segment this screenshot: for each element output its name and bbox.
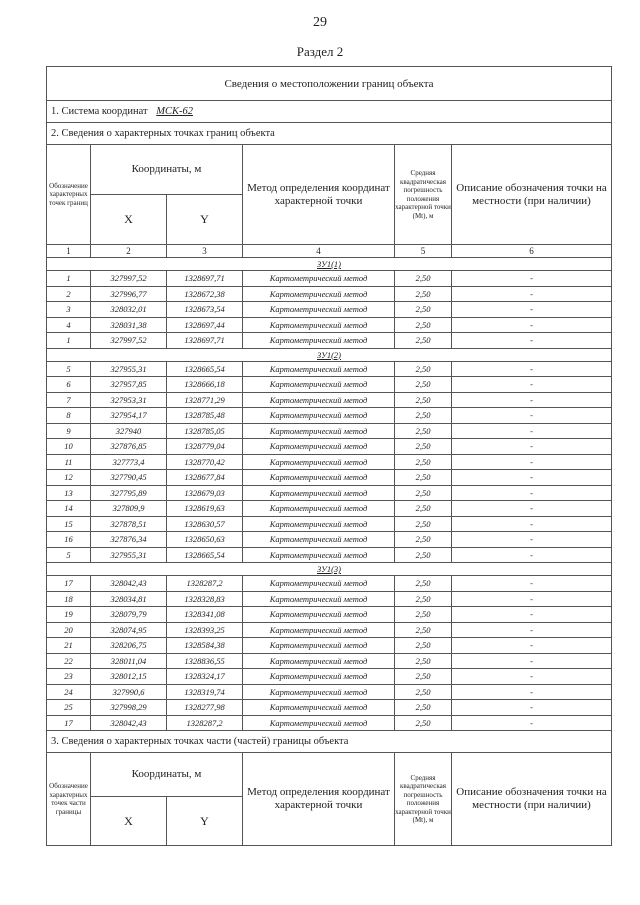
coord-y: 1328672,38 bbox=[167, 286, 243, 302]
coord-system-row bbox=[47, 101, 612, 123]
coord-y: 1328697,71 bbox=[167, 271, 243, 287]
table-row bbox=[47, 684, 612, 700]
accuracy-cell: 2,50 bbox=[395, 485, 452, 501]
group-row bbox=[47, 258, 612, 271]
coord-y: 1328785,05 bbox=[167, 423, 243, 439]
accuracy-cell: 2,50 bbox=[395, 653, 452, 669]
description-cell: - bbox=[452, 700, 612, 716]
accuracy-cell: 2,50 bbox=[395, 392, 452, 408]
table-row bbox=[47, 532, 612, 548]
coord-x: 327953,31 bbox=[91, 392, 167, 408]
coord-y: 1328673,54 bbox=[167, 302, 243, 318]
section2-title: 2. Сведения о характерных точках границ объекта bbox=[47, 123, 612, 145]
table-row bbox=[47, 576, 612, 592]
table-row bbox=[47, 653, 612, 669]
method-cell: Картометрический метод bbox=[243, 361, 395, 377]
table-row bbox=[47, 501, 612, 517]
description-cell: - bbox=[452, 669, 612, 685]
point-number: 20 bbox=[47, 622, 91, 638]
coord-x: 328042,43 bbox=[91, 715, 167, 731]
accuracy-cell: 2,50 bbox=[395, 439, 452, 455]
accuracy-cell: 2,50 bbox=[395, 454, 452, 470]
column-number: 5 bbox=[395, 245, 452, 258]
point-number: 11 bbox=[47, 454, 91, 470]
method-cell: Картометрический метод bbox=[243, 547, 395, 563]
coord-system-value: МСК-62 bbox=[156, 106, 193, 117]
method-cell: Картометрический метод bbox=[243, 669, 395, 685]
description-cell: - bbox=[452, 408, 612, 424]
accuracy-cell: 2,50 bbox=[395, 286, 452, 302]
header-method: Метод определения координат характерной точки bbox=[243, 145, 395, 245]
table-row bbox=[47, 439, 612, 455]
method-cell: Картометрический метод bbox=[243, 271, 395, 287]
accuracy-cell: 2,50 bbox=[395, 423, 452, 439]
method-cell: Картометрический метод bbox=[243, 408, 395, 424]
table-caption: Сведения о местоположении границ объекта bbox=[47, 67, 612, 101]
accuracy-cell: 2,50 bbox=[395, 547, 452, 563]
coord-y: 1328630,57 bbox=[167, 516, 243, 532]
description-cell: - bbox=[452, 423, 612, 439]
description-cell: - bbox=[452, 715, 612, 731]
coord-x: 328206,75 bbox=[91, 638, 167, 654]
table-row bbox=[47, 715, 612, 731]
description-cell: - bbox=[452, 607, 612, 623]
header-method-part: Метод определения координат характерной точки bbox=[243, 753, 395, 846]
coord-y: 1328785,48 bbox=[167, 408, 243, 424]
point-number: 14 bbox=[47, 501, 91, 517]
table-row bbox=[47, 361, 612, 377]
accuracy-cell: 2,50 bbox=[395, 576, 452, 592]
point-number: 17 bbox=[47, 715, 91, 731]
table-row bbox=[47, 470, 612, 486]
description-cell: - bbox=[452, 638, 612, 654]
point-number: 4 bbox=[47, 317, 91, 333]
header-y-part: Y bbox=[167, 797, 243, 846]
coord-y: 1328665,54 bbox=[167, 547, 243, 563]
group-row bbox=[47, 348, 612, 361]
header-x: X bbox=[91, 195, 167, 245]
coord-y: 1328697,44 bbox=[167, 317, 243, 333]
group-label: ЗУ1(1) bbox=[47, 258, 612, 271]
point-number: 1 bbox=[47, 333, 91, 349]
table-row bbox=[47, 317, 612, 333]
section3-title: 3. Сведения о характерных точках части (частей) границы объекта bbox=[47, 731, 612, 753]
header-x-part: X bbox=[91, 797, 167, 846]
coord-y: 1328770,42 bbox=[167, 454, 243, 470]
table-row bbox=[47, 333, 612, 349]
accuracy-cell: 2,50 bbox=[395, 333, 452, 349]
point-number: 8 bbox=[47, 408, 91, 424]
description-cell: - bbox=[452, 286, 612, 302]
boundary-table bbox=[46, 66, 612, 846]
column-number: 2 bbox=[91, 245, 167, 258]
coord-y: 1328619,63 bbox=[167, 501, 243, 517]
coord-x: 327876,85 bbox=[91, 439, 167, 455]
accuracy-cell: 2,50 bbox=[395, 669, 452, 685]
accuracy-cell: 2,50 bbox=[395, 470, 452, 486]
coord-x: 327876,34 bbox=[91, 532, 167, 548]
coord-x: 328032,01 bbox=[91, 302, 167, 318]
method-cell: Картометрический метод bbox=[243, 532, 395, 548]
point-number: 25 bbox=[47, 700, 91, 716]
header-description-part: Описание обозначения точки на местности (при наличии) bbox=[452, 753, 612, 846]
header-y: Y bbox=[167, 195, 243, 245]
description-cell: - bbox=[452, 377, 612, 393]
group-row bbox=[47, 563, 612, 576]
coord-x: 328012,15 bbox=[91, 669, 167, 685]
page-number: 29 bbox=[313, 15, 327, 30]
method-cell: Картометрический метод bbox=[243, 333, 395, 349]
point-number: 5 bbox=[47, 361, 91, 377]
point-number: 2 bbox=[47, 286, 91, 302]
coord-x: 327997,52 bbox=[91, 271, 167, 287]
description-cell: - bbox=[452, 591, 612, 607]
table-row bbox=[47, 423, 612, 439]
coord-x: 327790,45 bbox=[91, 470, 167, 486]
method-cell: Картометрический метод bbox=[243, 591, 395, 607]
coord-x: 327957,85 bbox=[91, 377, 167, 393]
method-cell: Картометрический метод bbox=[243, 715, 395, 731]
table-row bbox=[47, 271, 612, 287]
coord-y: 1328324,17 bbox=[167, 669, 243, 685]
coord-x: 327996,77 bbox=[91, 286, 167, 302]
coord-y: 1328319,74 bbox=[167, 684, 243, 700]
coord-y: 1328287,2 bbox=[167, 576, 243, 592]
header-coordinates: Координаты, м bbox=[91, 145, 243, 195]
accuracy-cell: 2,50 bbox=[395, 271, 452, 287]
point-number: 18 bbox=[47, 591, 91, 607]
table-row bbox=[47, 516, 612, 532]
coord-x: 328011,04 bbox=[91, 653, 167, 669]
description-cell: - bbox=[452, 532, 612, 548]
coord-x: 328034,81 bbox=[91, 591, 167, 607]
coord-y: 1328836,55 bbox=[167, 653, 243, 669]
table-row bbox=[47, 607, 612, 623]
header-coordinates-part: Координаты, м bbox=[91, 753, 243, 797]
table-row bbox=[47, 638, 612, 654]
method-cell: Картометрический метод bbox=[243, 286, 395, 302]
point-number: 19 bbox=[47, 607, 91, 623]
point-number: 21 bbox=[47, 638, 91, 654]
point-number: 5 bbox=[47, 547, 91, 563]
description-cell: - bbox=[452, 516, 612, 532]
table-row bbox=[47, 377, 612, 393]
coord-x: 328042,43 bbox=[91, 576, 167, 592]
coord-x: 328079,79 bbox=[91, 607, 167, 623]
method-cell: Картометрический метод bbox=[243, 392, 395, 408]
coord-x: 327878,51 bbox=[91, 516, 167, 532]
header-accuracy: Средняя квадратическая погрешность положения характерной точки (Mt), м bbox=[395, 145, 452, 245]
point-number: 10 bbox=[47, 439, 91, 455]
table-row bbox=[47, 392, 612, 408]
coord-x: 327990,6 bbox=[91, 684, 167, 700]
description-cell: - bbox=[452, 576, 612, 592]
coord-y: 1328771,29 bbox=[167, 392, 243, 408]
accuracy-cell: 2,50 bbox=[395, 607, 452, 623]
header-point-designation-part: Обозначение характерных точек части границы bbox=[47, 753, 91, 846]
description-cell: - bbox=[452, 361, 612, 377]
method-cell: Картометрический метод bbox=[243, 638, 395, 654]
accuracy-cell: 2,50 bbox=[395, 715, 452, 731]
header-accuracy-part: Средняя квадратическая погрешность положения характерной точки (Mt), м bbox=[395, 753, 452, 846]
coord-y: 1328679,03 bbox=[167, 485, 243, 501]
accuracy-cell: 2,50 bbox=[395, 532, 452, 548]
column-number: 3 bbox=[167, 245, 243, 258]
description-cell: - bbox=[452, 501, 612, 517]
accuracy-cell: 2,50 bbox=[395, 317, 452, 333]
table-row bbox=[47, 622, 612, 638]
column-number: 6 bbox=[452, 245, 612, 258]
description-cell: - bbox=[452, 684, 612, 700]
description-cell: - bbox=[452, 622, 612, 638]
column-number: 4 bbox=[243, 245, 395, 258]
accuracy-cell: 2,50 bbox=[395, 501, 452, 517]
group-label: ЗУ1(2) bbox=[47, 348, 612, 361]
coord-y: 1328584,38 bbox=[167, 638, 243, 654]
point-number: 7 bbox=[47, 392, 91, 408]
description-cell: - bbox=[452, 392, 612, 408]
accuracy-cell: 2,50 bbox=[395, 591, 452, 607]
point-number: 9 bbox=[47, 423, 91, 439]
description-cell: - bbox=[452, 439, 612, 455]
description-cell: - bbox=[452, 470, 612, 486]
accuracy-cell: 2,50 bbox=[395, 377, 452, 393]
method-cell: Картометрический метод bbox=[243, 317, 395, 333]
section-title: Раздел 2 bbox=[296, 44, 344, 59]
coord-y: 1328341,08 bbox=[167, 607, 243, 623]
accuracy-cell: 2,50 bbox=[395, 700, 452, 716]
description-cell: - bbox=[452, 485, 612, 501]
coord-x: 327998,29 bbox=[91, 700, 167, 716]
coord-x: 327954,17 bbox=[91, 408, 167, 424]
header-description: Описание обозначения точки на местности (при наличии) bbox=[452, 145, 612, 245]
column-number-row bbox=[47, 245, 612, 258]
coord-y: 1328677,84 bbox=[167, 470, 243, 486]
coord-y: 1328665,54 bbox=[167, 361, 243, 377]
point-number: 1 bbox=[47, 271, 91, 287]
description-cell: - bbox=[452, 333, 612, 349]
coord-y: 1328650,63 bbox=[167, 532, 243, 548]
column-number: 1 bbox=[47, 245, 91, 258]
coord-y: 1328393,25 bbox=[167, 622, 243, 638]
method-cell: Картометрический метод bbox=[243, 622, 395, 638]
table-row bbox=[47, 669, 612, 685]
header-point-designation: Обозначение характерных точек границ bbox=[47, 145, 91, 245]
coord-x: 327940 bbox=[91, 423, 167, 439]
coord-x: 328031,38 bbox=[91, 317, 167, 333]
description-cell: - bbox=[452, 454, 612, 470]
coord-x: 327955,31 bbox=[91, 361, 167, 377]
accuracy-cell: 2,50 bbox=[395, 638, 452, 654]
accuracy-cell: 2,50 bbox=[395, 622, 452, 638]
method-cell: Картометрический метод bbox=[243, 576, 395, 592]
coord-y: 1328328,83 bbox=[167, 591, 243, 607]
point-number: 24 bbox=[47, 684, 91, 700]
accuracy-cell: 2,50 bbox=[395, 302, 452, 318]
method-cell: Картометрический метод bbox=[243, 454, 395, 470]
point-number: 13 bbox=[47, 485, 91, 501]
table-row bbox=[47, 700, 612, 716]
table-row bbox=[47, 454, 612, 470]
coord-x: 327809,9 bbox=[91, 501, 167, 517]
group-label: ЗУ1(3) bbox=[47, 563, 612, 576]
point-number: 22 bbox=[47, 653, 91, 669]
coord-x: 327795,89 bbox=[91, 485, 167, 501]
coord-y: 1328697,71 bbox=[167, 333, 243, 349]
description-cell: - bbox=[452, 547, 612, 563]
description-cell: - bbox=[452, 271, 612, 287]
accuracy-cell: 2,50 bbox=[395, 684, 452, 700]
table-row bbox=[47, 286, 612, 302]
accuracy-cell: 2,50 bbox=[395, 361, 452, 377]
accuracy-cell: 2,50 bbox=[395, 516, 452, 532]
table-row bbox=[47, 302, 612, 318]
point-number: 15 bbox=[47, 516, 91, 532]
method-cell: Картометрический метод bbox=[243, 516, 395, 532]
coord-x: 327955,31 bbox=[91, 547, 167, 563]
coord-x: 327773,4 bbox=[91, 454, 167, 470]
coord-x: 328074,95 bbox=[91, 622, 167, 638]
coord-y: 1328287,2 bbox=[167, 715, 243, 731]
coord-y: 1328779,04 bbox=[167, 439, 243, 455]
coord-x: 327997,52 bbox=[91, 333, 167, 349]
method-cell: Картометрический метод bbox=[243, 700, 395, 716]
point-number: 12 bbox=[47, 470, 91, 486]
description-cell: - bbox=[452, 653, 612, 669]
accuracy-cell: 2,50 bbox=[395, 408, 452, 424]
table-row bbox=[47, 547, 612, 563]
point-number: 16 bbox=[47, 532, 91, 548]
point-number: 6 bbox=[47, 377, 91, 393]
point-number: 17 bbox=[47, 576, 91, 592]
description-cell: - bbox=[452, 302, 612, 318]
description-cell: - bbox=[452, 317, 612, 333]
point-number: 23 bbox=[47, 669, 91, 685]
coord-y: 1328277,98 bbox=[167, 700, 243, 716]
method-cell: Картометрический метод bbox=[243, 501, 395, 517]
coord-y: 1328666,18 bbox=[167, 377, 243, 393]
method-cell: Картометрический метод bbox=[243, 439, 395, 455]
table-row bbox=[47, 485, 612, 501]
method-cell: Картометрический метод bbox=[243, 377, 395, 393]
table-row bbox=[47, 408, 612, 424]
method-cell: Картометрический метод bbox=[243, 423, 395, 439]
method-cell: Картометрический метод bbox=[243, 470, 395, 486]
method-cell: Картометрический метод bbox=[243, 302, 395, 318]
method-cell: Картометрический метод bbox=[243, 485, 395, 501]
method-cell: Картометрический метод bbox=[243, 653, 395, 669]
table-row bbox=[47, 591, 612, 607]
coord-system-label: 1. Система координат bbox=[51, 106, 148, 117]
point-number: 3 bbox=[47, 302, 91, 318]
method-cell: Картометрический метод bbox=[243, 607, 395, 623]
method-cell: Картометрический метод bbox=[243, 684, 395, 700]
